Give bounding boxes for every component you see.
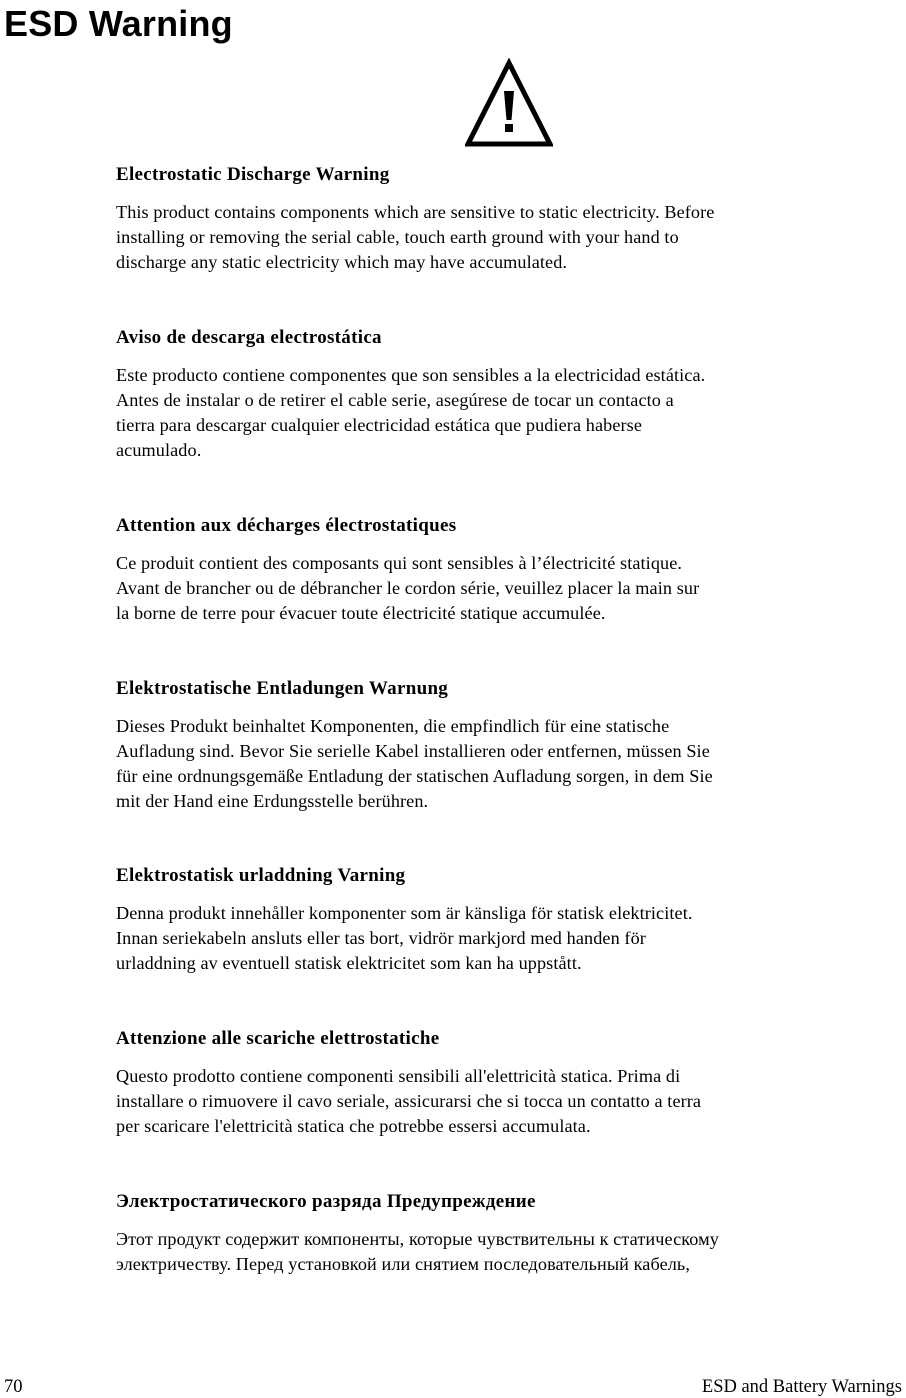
section-body: Dieses Produkt beinhaltet Komponenten, die empfindlich für eine statische Aufladung sind. Bevor Sie serielle Kabel installieren oder entfernen, müssen Sie für eine ordnungsgemäße Entladung der statischen Aufladung sorgen, in dem Sie mit der Hand eine Erdungsstelle berühren. [116, 716, 713, 811]
page-title: ESD Warning [4, 3, 233, 44]
section-heading: Attenzione alle scariche elettrostatiche [116, 1028, 440, 1049]
section-body: Questo prodotto contiene componenti sensibili all'elettricità statica. Prima di installare o rimuovere il cavo seriale, assicurarsi che si tocca un contatto a terra per scaricare l'elettricità statica che potrebbe essersi accumulata. [116, 1066, 702, 1136]
esd-section-spanish [116, 327, 906, 463]
esd-section-english [116, 164, 906, 275]
footer-chapter-title: ESD and Battery Warnings [701, 1377, 902, 1397]
section-body: Denna produkt innehåller komponenter som är känsliga för statisk elektricitet. Innan seriekabeln ansluts eller tas bort, vidrör markjord med handen för urladdning av eventuell statisk elektricitet som kan ha uppstått. [116, 903, 693, 973]
section-heading: Attention aux décharges électrostatiques [116, 515, 457, 536]
section-body: This product contains components which are sensitive to static electricity. Before installing or removing the serial cable, touch earth ground with your hand to discharge any static electricity which may have accumulated. [116, 202, 715, 272]
section-heading: Electrostatic Discharge Warning [116, 164, 390, 185]
section-heading: Электростатического разряда Предупреждение [116, 1191, 536, 1212]
section-body: Ce produit contient des composants qui sont sensibles à l’électricité statique. Avant de brancher ou de débrancher le cordon série, veuillez placer la main sur la borne de terre pour évacuer toute électricité statique accumulée. [116, 553, 700, 623]
esd-section-italian [116, 1028, 906, 1139]
section-body: Этот продукт содержит компоненты, которые чувствительны к статическому электричеству. Перед установкой или снятием последовательный кабель, [116, 1229, 719, 1274]
section-heading: Aviso de descarga electrostática [116, 327, 382, 348]
section-heading: Elektrostatische Entladungen Warnung [116, 678, 449, 699]
warning-triangle-icon [465, 58, 553, 148]
section-body: Este producto contiene componentes que son sensibles a la electricidad estática. Antes de instalar o de retirer el cable serie, asegúrese de tocar un contacto a tierra para descargar cualquier electricidad estática que pudiera haberse acumulado. [116, 365, 706, 460]
esd-section-french [116, 515, 906, 626]
esd-section-german [116, 678, 906, 814]
section-heading: Elektrostatisk urladdning Varning [116, 865, 406, 886]
esd-section-russian [116, 1191, 906, 1277]
page-number: 70 [4, 1377, 23, 1397]
esd-section-swedish [116, 865, 906, 976]
